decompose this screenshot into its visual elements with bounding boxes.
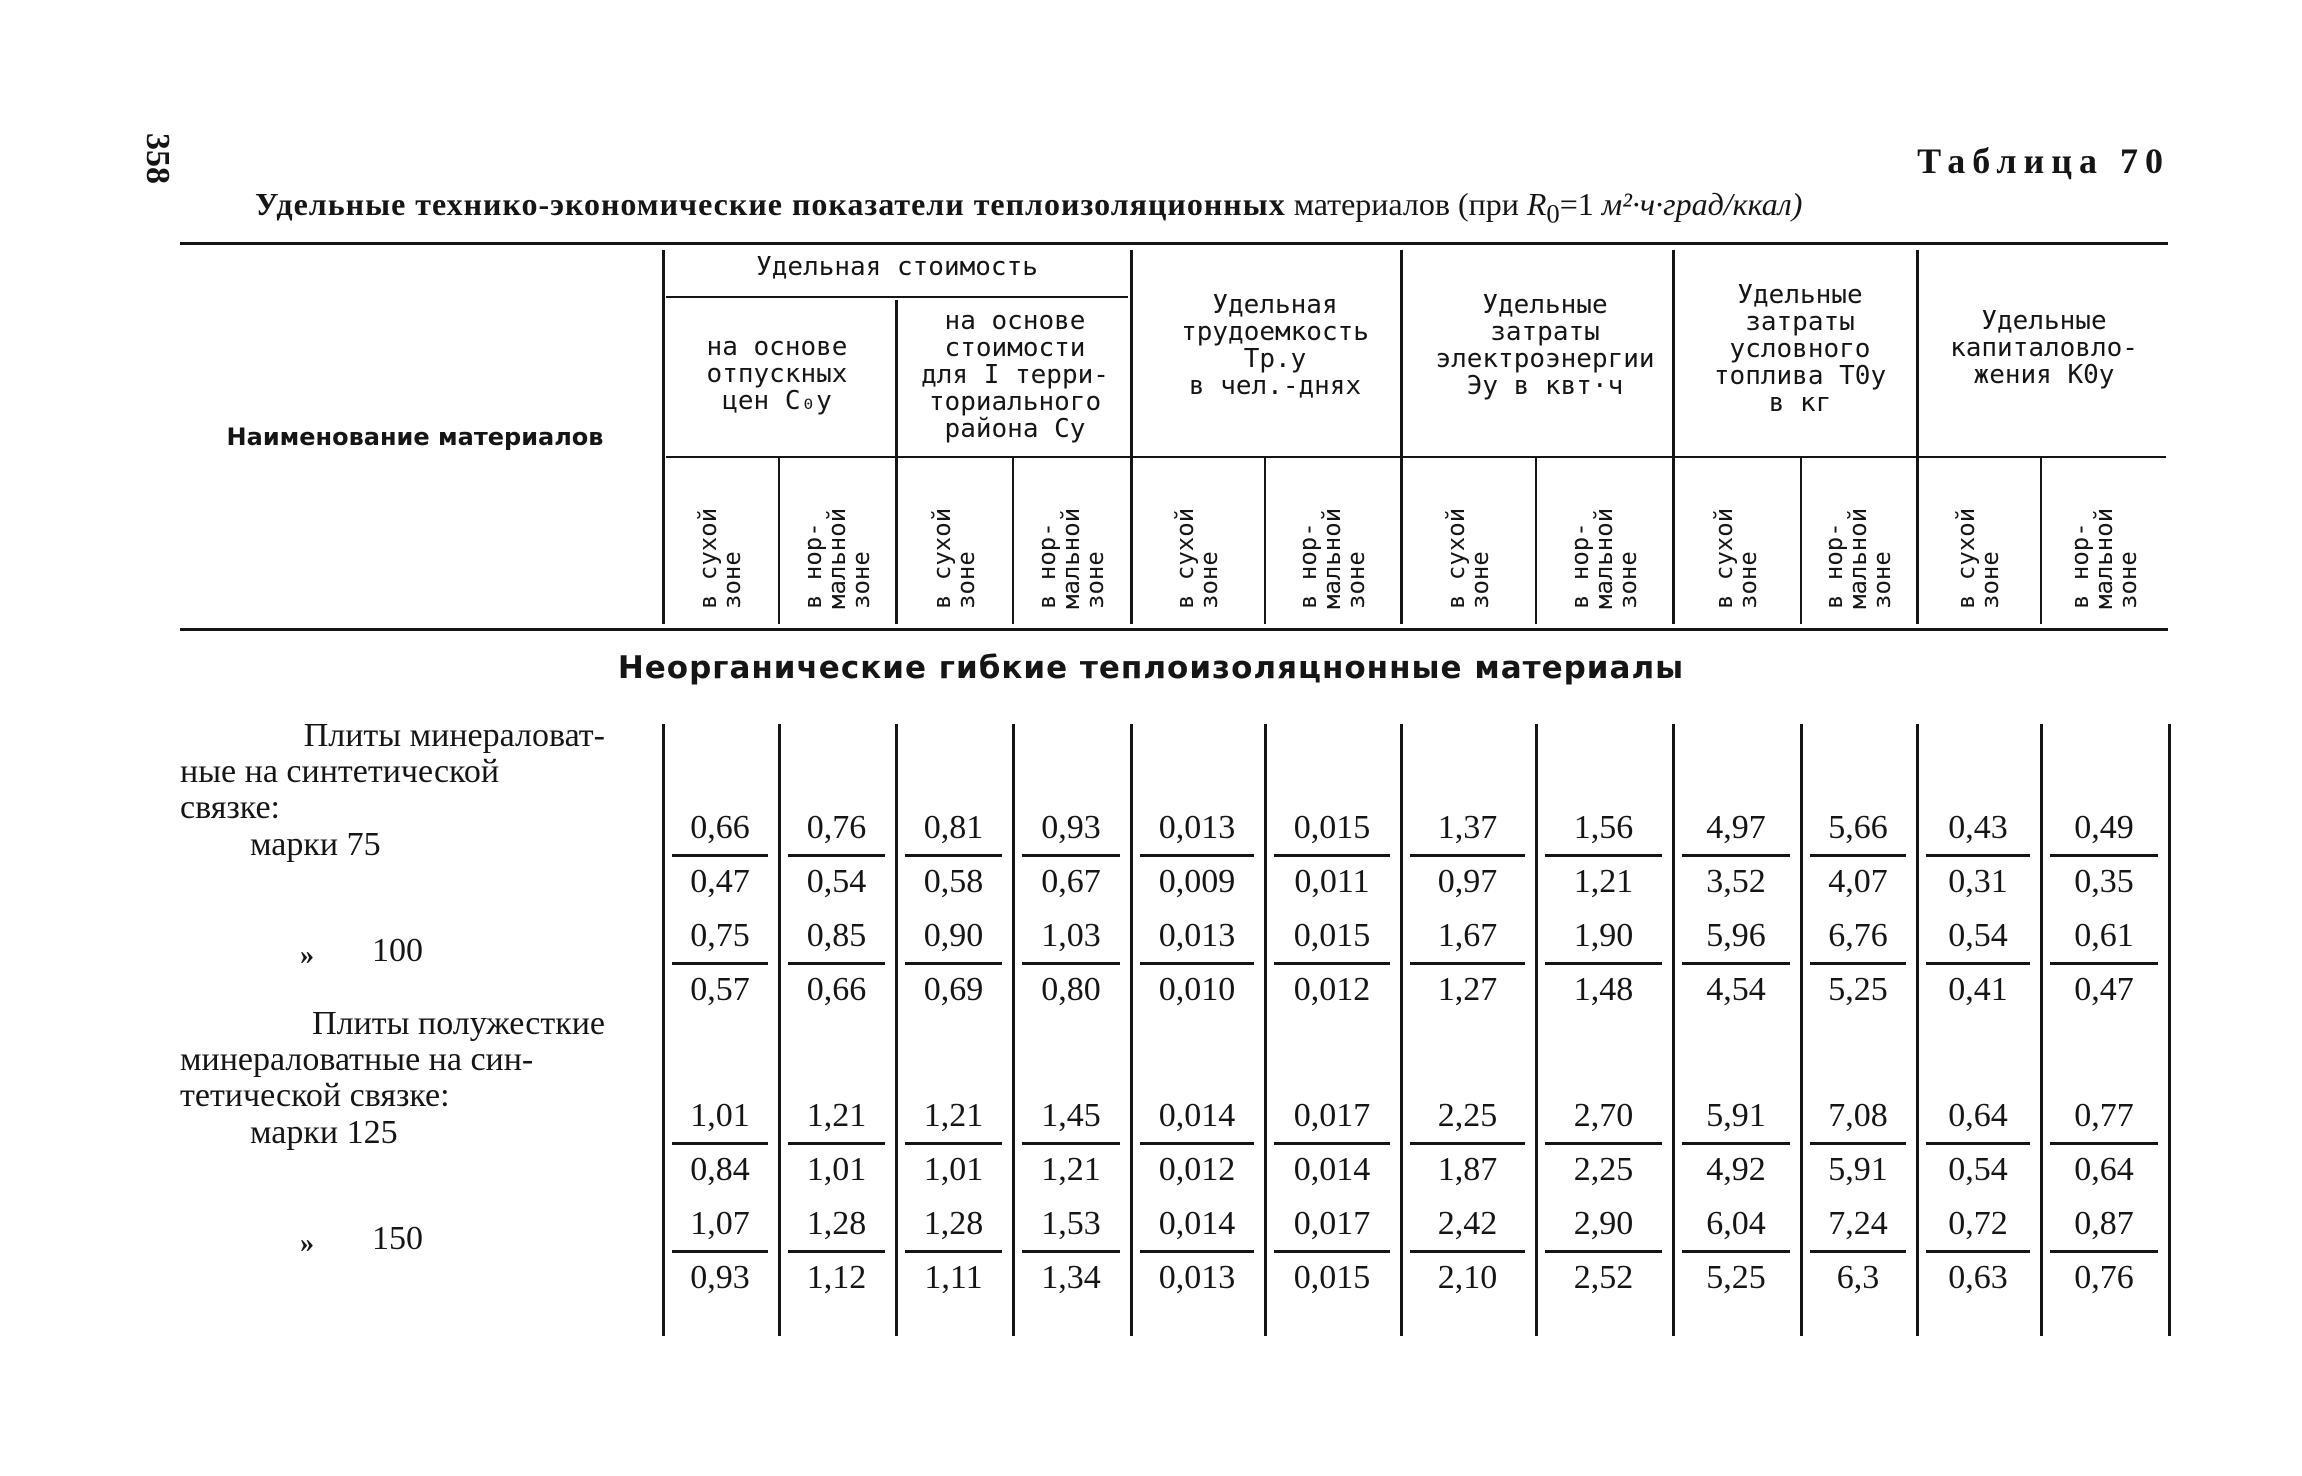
table-cell: 0,72 bbox=[1948, 1205, 2008, 1242]
fraction-bar bbox=[905, 1142, 1002, 1145]
header-cost-b-line3: для I терри- bbox=[921, 360, 1109, 390]
zone-label-line: в нор- bbox=[2066, 522, 2094, 609]
table-cell: 1,21 bbox=[923, 1097, 984, 1134]
fraction-bar bbox=[672, 854, 768, 857]
header-energy-line4: Эу в квт·ч bbox=[1466, 371, 1624, 401]
header-zone-rule bbox=[666, 456, 2166, 458]
zone-normal-label bbox=[1031, 465, 1111, 615]
table-cell: 0,54 bbox=[1948, 917, 2008, 954]
group1-line1: Плиты минераловат- bbox=[303, 717, 605, 754]
table-cell: 0,87 bbox=[2074, 1205, 2134, 1242]
table-cell: 0,014 bbox=[1158, 1097, 1236, 1134]
zone-dry-label bbox=[680, 465, 760, 615]
group1-name bbox=[180, 718, 605, 826]
zone-label-line: в нор- bbox=[1565, 522, 1594, 609]
header-top-rule bbox=[180, 242, 2168, 245]
fraction-bar bbox=[905, 962, 1002, 965]
zone-dry-label bbox=[914, 465, 994, 615]
body-column-divider bbox=[2040, 724, 2043, 1336]
header-capital-line3: жения K0у bbox=[1973, 360, 2115, 390]
title-formula-eq: =1 bbox=[1559, 186, 1594, 222]
header-fuel-line5: в кг bbox=[1768, 388, 1832, 418]
zone-label-line: зоне bbox=[1613, 551, 1642, 609]
table-cell: 0,97 bbox=[1437, 863, 1498, 900]
table-cell: 0,75 bbox=[690, 917, 750, 954]
zone-label-line: в сухой bbox=[694, 507, 722, 609]
table-cell: 0,58 bbox=[923, 863, 984, 900]
table-cell: 0,31 bbox=[1948, 863, 2008, 900]
fraction-bar bbox=[1810, 854, 1906, 857]
table-cell: 1,01 bbox=[690, 1097, 750, 1134]
table-cell: 1,21 bbox=[806, 1097, 867, 1134]
table-cell: 0,35 bbox=[2074, 863, 2134, 900]
table-cell: 1,12 bbox=[806, 1259, 867, 1296]
fraction-bar bbox=[1682, 962, 1790, 965]
zone-normal-label bbox=[1292, 465, 1372, 615]
table-cell: 0,015 bbox=[1293, 809, 1371, 846]
zone-label-line: в сухой bbox=[1441, 507, 1470, 609]
zone-label-line: зоне bbox=[1868, 551, 1896, 609]
table-cell: 0,017 bbox=[1293, 1205, 1371, 1242]
fraction-bar bbox=[672, 1250, 768, 1253]
table-cell: 1,28 bbox=[806, 1205, 867, 1242]
header-cost-a-line3: цен C₀у bbox=[722, 386, 832, 416]
table-cell: 0,43 bbox=[1948, 809, 2008, 846]
zone-label-line: зоне bbox=[1976, 551, 2004, 609]
fraction-bar bbox=[2050, 1250, 2158, 1253]
table-cell: 4,97 bbox=[1706, 809, 1766, 846]
zone-normal-label bbox=[1818, 465, 1898, 615]
table-cell: 6,76 bbox=[1828, 917, 1888, 954]
header-zone-divider bbox=[1800, 458, 1802, 624]
fraction-bar bbox=[2050, 1142, 2158, 1145]
fraction-bar bbox=[1545, 854, 1662, 857]
zone-label-line: зоне bbox=[1081, 551, 1109, 609]
fraction-bar bbox=[1410, 1250, 1525, 1253]
page-number: 358 bbox=[139, 133, 176, 184]
fraction-bar bbox=[905, 854, 1002, 857]
table-cell: 1,28 bbox=[923, 1205, 984, 1242]
table-cell: 0,011 bbox=[1294, 863, 1370, 900]
table-cell: 0,012 bbox=[1293, 971, 1371, 1008]
fraction-bar bbox=[1410, 854, 1525, 857]
zone-label-line: зоне bbox=[2114, 551, 2142, 609]
table-cell: 0,64 bbox=[2074, 1151, 2134, 1188]
zone-normal-label bbox=[2064, 465, 2144, 615]
group2-line1: Плиты полужесткие bbox=[312, 1005, 605, 1042]
header-energy bbox=[1414, 292, 1676, 400]
header-name-col: Наименование материалов bbox=[226, 423, 604, 451]
fraction-bar bbox=[1545, 1142, 1662, 1145]
fraction-bar bbox=[672, 962, 768, 965]
header-cost-b-line2: стоимости bbox=[944, 333, 1086, 363]
zone-label-line: в нор- bbox=[1294, 522, 1322, 609]
table-title bbox=[255, 186, 1802, 229]
table-cell: 1,27 bbox=[1437, 971, 1498, 1008]
table-cell: 0,010 bbox=[1158, 971, 1236, 1008]
fraction-bar bbox=[905, 1250, 1002, 1253]
table-cell: 0,80 bbox=[1041, 971, 1101, 1008]
header-zone-divider bbox=[1535, 458, 1537, 624]
header-zone-divider bbox=[1264, 458, 1266, 624]
table-cell: 1,45 bbox=[1041, 1097, 1101, 1134]
body-column-divider bbox=[778, 724, 781, 1336]
table-cell: 0,57 bbox=[690, 971, 750, 1008]
table-cell: 0,93 bbox=[690, 1259, 750, 1296]
header-labor-line4: в чел.-днях bbox=[1188, 371, 1362, 401]
body-column-divider bbox=[1264, 724, 1267, 1336]
table-cell: 1,67 bbox=[1437, 917, 1498, 954]
table-cell: 1,87 bbox=[1437, 1151, 1498, 1188]
header-fuel-line2: затраты bbox=[1745, 307, 1855, 337]
fraction-bar bbox=[1140, 1142, 1254, 1145]
header-major-divider bbox=[1130, 250, 1133, 624]
header-labor-line2: трудоемкость bbox=[1181, 317, 1369, 347]
header-capital-line2: капиталовло- bbox=[1950, 333, 2138, 363]
zone-label-line: в нор- bbox=[1820, 522, 1848, 609]
table-cell: 5,91 bbox=[1706, 1097, 1766, 1134]
table-cell: 0,013 bbox=[1158, 809, 1236, 846]
table-cell: 0,015 bbox=[1293, 917, 1371, 954]
table-cell: 0,013 bbox=[1158, 917, 1236, 954]
body-column-divider bbox=[1400, 724, 1403, 1336]
table-cell: 1,07 bbox=[690, 1205, 750, 1242]
table-cell: 4,07 bbox=[1828, 863, 1888, 900]
fraction-bar bbox=[1810, 1250, 1906, 1253]
table-cell: 5,96 bbox=[1706, 917, 1766, 954]
table-cell: 2,42 bbox=[1437, 1205, 1498, 1242]
table-cell: 0,66 bbox=[806, 971, 867, 1008]
zone-label-line: зоне bbox=[951, 551, 980, 609]
header-capital-line1: Удельные bbox=[1981, 306, 2107, 336]
table-cell: 0,47 bbox=[2074, 971, 2134, 1008]
fraction-bar bbox=[788, 1142, 885, 1145]
fraction-bar bbox=[1682, 1142, 1790, 1145]
fraction-bar bbox=[1274, 854, 1390, 857]
group2-mark: марки 125 bbox=[250, 1114, 398, 1151]
table-cell: 1,53 bbox=[1041, 1205, 1101, 1242]
header-zone-divider bbox=[895, 458, 897, 624]
fraction-bar bbox=[1926, 854, 2030, 857]
zone-label-line: мальной bbox=[822, 507, 851, 609]
table-cell: 0,47 bbox=[690, 863, 750, 900]
table-cell: 0,61 bbox=[2074, 917, 2134, 954]
header-cost-a bbox=[664, 334, 890, 415]
header-cost-b-line1: на основе bbox=[944, 306, 1086, 336]
table-cell: 1,48 bbox=[1573, 971, 1634, 1008]
table-cell: 0,014 bbox=[1158, 1205, 1236, 1242]
zone-label-line: зоне bbox=[1342, 551, 1370, 609]
title-formula-r: R bbox=[1526, 186, 1547, 222]
table-cell: 2,70 bbox=[1573, 1097, 1634, 1134]
fraction-bar bbox=[1022, 1250, 1120, 1253]
group2-mark2: 150 bbox=[372, 1220, 423, 1257]
header-capital bbox=[1924, 308, 2164, 389]
header-cost-b bbox=[900, 308, 1130, 443]
ditto-mark-1: » bbox=[300, 940, 314, 971]
fraction-bar bbox=[1140, 854, 1254, 857]
table-cell: 0,41 bbox=[1948, 971, 2008, 1008]
fraction-bar bbox=[1545, 962, 1662, 965]
table-cell: 5,91 bbox=[1828, 1151, 1888, 1188]
table-cell: 0,76 bbox=[2074, 1259, 2134, 1296]
table-cell: 1,01 bbox=[923, 1151, 984, 1188]
fraction-bar bbox=[1274, 1250, 1390, 1253]
header-cost-group: Удельная стоимость bbox=[756, 252, 1038, 282]
header-labor bbox=[1140, 292, 1410, 400]
table-cell: 4,54 bbox=[1706, 971, 1766, 1008]
zone-label-line: мальной bbox=[1057, 507, 1085, 609]
zone-label-line: мальной bbox=[1589, 507, 1618, 609]
header-cost-a-line2: отпускных bbox=[706, 359, 848, 389]
zone-label-line: в сухой bbox=[1710, 507, 1738, 609]
table-cell: 2,52 bbox=[1573, 1259, 1634, 1296]
body-column-divider bbox=[1535, 724, 1538, 1336]
body-column-divider bbox=[1012, 724, 1015, 1336]
table-cell: 1,11 bbox=[924, 1259, 983, 1296]
body-column-divider bbox=[1800, 724, 1803, 1336]
table-cell: 1,56 bbox=[1573, 809, 1634, 846]
header-energy-line1: Удельные bbox=[1482, 290, 1608, 320]
header-energy-line2: затраты bbox=[1490, 317, 1600, 347]
table-cell: 0,015 bbox=[1293, 1259, 1371, 1296]
header-energy-line3: электроэнергии bbox=[1435, 344, 1655, 374]
table-cell: 0,67 bbox=[1041, 863, 1101, 900]
fraction-bar bbox=[788, 1250, 885, 1253]
header-labor-line1: Удельная bbox=[1212, 290, 1338, 320]
table-cell: 1,34 bbox=[1041, 1259, 1101, 1296]
zone-dry-label bbox=[1157, 465, 1237, 615]
table-cell: 5,25 bbox=[1706, 1259, 1766, 1296]
title-bold-part: Удельные технико-экономические показатели теплоизоляционных bbox=[255, 186, 1286, 222]
header-zone-divider bbox=[1012, 458, 1014, 624]
title-formula-sub: 0 bbox=[1546, 198, 1560, 229]
group2-line2: минераловатные на син- bbox=[180, 1041, 534, 1078]
table-cell: 1,90 bbox=[1573, 917, 1634, 954]
zone-dry-label bbox=[1938, 465, 2018, 615]
fraction-bar bbox=[672, 1142, 768, 1145]
fraction-bar bbox=[1274, 962, 1390, 965]
table-cell: 5,25 bbox=[1828, 971, 1888, 1008]
header-fuel bbox=[1684, 282, 1916, 417]
fraction-bar bbox=[1140, 1250, 1254, 1253]
header-major-divider bbox=[1916, 250, 1919, 624]
zone-label-line: в сухой bbox=[927, 507, 956, 609]
fraction-bar bbox=[788, 854, 885, 857]
header-labor-line3: Tр.у bbox=[1243, 344, 1307, 374]
ditto-mark-2: » bbox=[300, 1228, 314, 1259]
header-zone-divider bbox=[2040, 458, 2042, 624]
table-cell: 0,54 bbox=[1948, 1151, 2008, 1188]
table-cell: 6,04 bbox=[1706, 1205, 1766, 1242]
header-cost-b-line4: ториального bbox=[928, 387, 1102, 417]
table-cell: 0,009 bbox=[1158, 863, 1236, 900]
table-cell: 1,21 bbox=[1041, 1151, 1101, 1188]
body-column-divider bbox=[1130, 724, 1133, 1336]
zone-label-line: мальной bbox=[2090, 507, 2118, 609]
header-fuel-line1: Удельные bbox=[1737, 280, 1863, 310]
header-bottom-rule bbox=[180, 628, 2168, 631]
table-cell: 1,21 bbox=[1573, 863, 1634, 900]
body-column-divider bbox=[1916, 724, 1919, 1336]
table-cell: 0,81 bbox=[923, 809, 984, 846]
header-fuel-line4: топлива T0у bbox=[1713, 361, 1887, 391]
table-cell: 2,10 bbox=[1437, 1259, 1498, 1296]
group2-line3: тетической связке: bbox=[180, 1077, 450, 1114]
fraction-bar bbox=[1926, 1142, 2030, 1145]
table-cell: 0,90 bbox=[923, 917, 984, 954]
group1-mark2: 100 bbox=[372, 932, 423, 969]
table-cell: 5,66 bbox=[1828, 809, 1888, 846]
fraction-bar bbox=[1274, 1142, 1390, 1145]
table-cell: 0,017 bbox=[1293, 1097, 1371, 1134]
zone-label-line: зоне bbox=[846, 551, 875, 609]
title-units: м²·ч·град/ккал) bbox=[1601, 186, 1803, 222]
table-cell: 0,93 bbox=[1041, 809, 1101, 846]
fraction-bar bbox=[1810, 962, 1906, 965]
header-cost-b-line5: района Cу bbox=[944, 414, 1086, 444]
zone-dry-label bbox=[1428, 465, 1508, 615]
zone-label-line: мальной bbox=[1844, 507, 1872, 609]
table-cell: 6,3 bbox=[1836, 1259, 1880, 1296]
body-column-divider bbox=[662, 724, 665, 1336]
zone-label-line: зоне bbox=[1734, 551, 1762, 609]
fraction-bar bbox=[1810, 1142, 1906, 1145]
table-cell: 0,64 bbox=[1948, 1097, 2008, 1134]
zone-label-line: мальной bbox=[1318, 507, 1346, 609]
fraction-bar bbox=[1545, 1250, 1662, 1253]
header-cost-subrule bbox=[666, 296, 1128, 298]
fraction-bar bbox=[1410, 1142, 1525, 1145]
group1-mark: марки 75 bbox=[250, 826, 381, 863]
table-cell: 2,90 bbox=[1573, 1205, 1634, 1242]
table-cell: 4,92 bbox=[1706, 1151, 1766, 1188]
zone-label-line: в нор- bbox=[798, 522, 827, 609]
table-cell: 0,54 bbox=[806, 863, 867, 900]
body-column-divider bbox=[895, 724, 898, 1336]
table-cell: 3,52 bbox=[1706, 863, 1766, 900]
table-cell: 0,76 bbox=[806, 809, 867, 846]
table-cell: 1,03 bbox=[1041, 917, 1101, 954]
group2-name bbox=[180, 1006, 605, 1114]
zone-normal-label bbox=[1564, 465, 1644, 615]
title-rest: материалов (при bbox=[1293, 186, 1519, 222]
fraction-bar bbox=[1022, 1142, 1120, 1145]
fraction-bar bbox=[2050, 854, 2158, 857]
header-cost-a-line1: на основе bbox=[706, 332, 848, 362]
table-cell: 2,25 bbox=[1573, 1151, 1634, 1188]
zone-label-line: зоне bbox=[1465, 551, 1494, 609]
table-label: Таблица 70 bbox=[1917, 141, 2170, 181]
body-column-divider bbox=[1672, 724, 1675, 1336]
fraction-bar bbox=[1926, 962, 2030, 965]
fraction-bar bbox=[1410, 962, 1525, 965]
header-major-divider bbox=[662, 250, 665, 624]
zone-normal-label bbox=[797, 465, 877, 615]
table-cell: 0,49 bbox=[2074, 809, 2134, 846]
zone-label-line: зоне bbox=[1195, 551, 1223, 609]
zone-label-line: зоне bbox=[718, 551, 746, 609]
table-cell: 2,25 bbox=[1437, 1097, 1498, 1134]
fraction-bar bbox=[1926, 1250, 2030, 1253]
table-cell: 7,24 bbox=[1828, 1205, 1888, 1242]
header-fuel-line3: условного bbox=[1729, 334, 1871, 364]
fraction-bar bbox=[2050, 962, 2158, 965]
table-cell: 0,66 bbox=[690, 809, 750, 846]
zone-label-line: в нор- bbox=[1033, 522, 1061, 609]
table-cell: 0,84 bbox=[690, 1151, 750, 1188]
section-title: Неорганические гибкие теплоизоляцнонные материалы bbox=[617, 650, 1685, 686]
table-cell: 0,77 bbox=[2074, 1097, 2134, 1134]
fraction-bar bbox=[1140, 962, 1254, 965]
table-cell: 0,013 bbox=[1158, 1259, 1236, 1296]
group1-line2: ные на синтетической bbox=[180, 753, 500, 790]
table-cell: 0,014 bbox=[1293, 1151, 1371, 1188]
table-cell: 0,69 bbox=[923, 971, 984, 1008]
fraction-bar bbox=[1022, 854, 1120, 857]
header-zone-divider bbox=[778, 458, 780, 624]
table-cell: 0,85 bbox=[806, 917, 867, 954]
zone-label-line: в сухой bbox=[1952, 507, 1980, 609]
zone-dry-label bbox=[1696, 465, 1776, 615]
table-cell: 1,37 bbox=[1437, 809, 1498, 846]
zone-label-line: в сухой bbox=[1171, 507, 1199, 609]
table-cell: 7,08 bbox=[1828, 1097, 1888, 1134]
group1-line3: связке: bbox=[180, 789, 280, 826]
fraction-bar bbox=[788, 962, 885, 965]
table-cell: 0,63 bbox=[1948, 1259, 2008, 1296]
fraction-bar bbox=[1682, 854, 1790, 857]
table-cell: 0,012 bbox=[1158, 1151, 1236, 1188]
body-column-divider bbox=[2168, 724, 2171, 1336]
fraction-bar bbox=[1022, 962, 1120, 965]
table-cell: 1,01 bbox=[806, 1151, 867, 1188]
fraction-bar bbox=[1682, 1250, 1790, 1253]
